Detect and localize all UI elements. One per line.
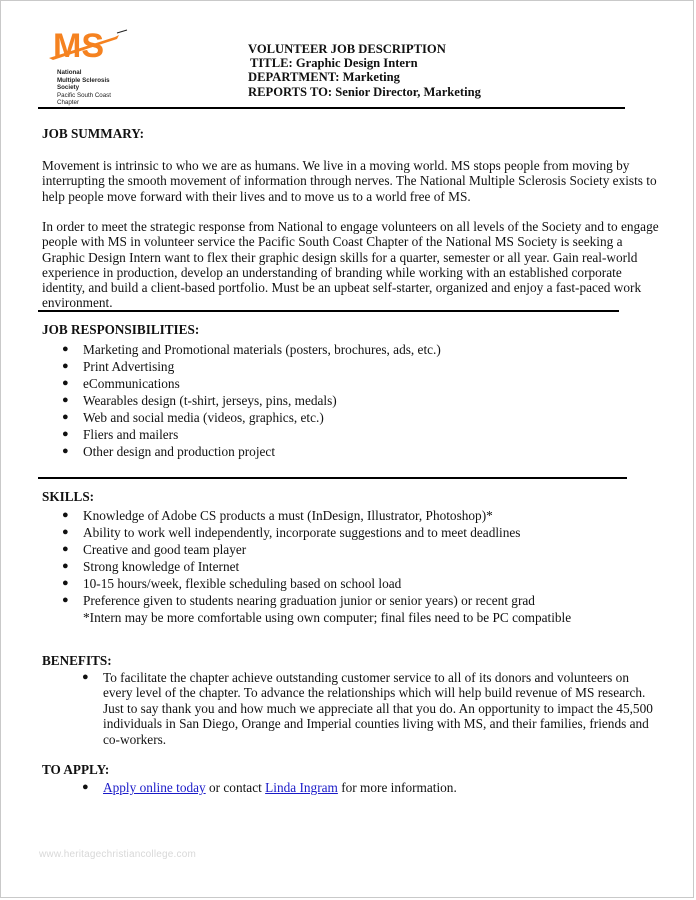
bullet: ●: [62, 377, 69, 389]
skills-heading: SKILLS:: [42, 489, 95, 504]
list-item: ● Web and social media (videos, graphics, etc.): [62, 410, 324, 425]
bullet: ●: [62, 394, 69, 406]
paragraph-line: Just to say thank you and how much we appreciate all that you do. An opportunity to impact the 45,500: [103, 700, 653, 716]
logo-line: Society: [57, 84, 80, 92]
ms-society-logo: [47, 27, 137, 109]
doc-type: VOLUNTEER JOB DESCRIPTION: [248, 42, 446, 56]
paragraph-line: environment.: [42, 295, 113, 311]
apply-text: [103, 780, 457, 796]
list-item: ● Preference given to students nearing graduation junior or senior years) or recent grad: [62, 593, 535, 608]
bullet: ●: [62, 509, 69, 521]
logo-line: Pacific South Coast: [57, 91, 111, 99]
skills-footnote: *Intern may be more comfortable using own computer; final files need to be PC compatible: [83, 610, 572, 625]
list-item: ● 10-15 hours/week, flexible scheduling based on school load: [62, 576, 402, 591]
apply-connector: or contact: [205, 780, 266, 795]
apply-tail: for more information.: [337, 780, 457, 795]
summary-divider: [38, 310, 619, 312]
responsibilities-list: [62, 341, 441, 460]
paragraph-line: people with MS in volunteer service the Pacific South Coast Chapter of the National MS Society is seeking a: [42, 234, 623, 250]
summary-paragraph-1: [42, 158, 662, 204]
bullet: ●: [62, 543, 69, 555]
list-item: ● Strong knowledge of Internet: [62, 559, 240, 574]
svg-text:MS: MS: [53, 27, 104, 65]
logo-line: National: [57, 69, 82, 76]
watermark: www.heritagechristiancollege.com: [39, 849, 197, 860]
paragraph-line: In order to meet the strategic response from National to engage volunteers on all levels of the Society and to engage: [42, 219, 659, 234]
bullet: ●: [62, 343, 69, 355]
paragraph-line: Movement is intrinsic to who we are as humans. We live in a moving world. MS stops people from moving by: [42, 158, 630, 173]
job-responsibilities-heading: JOB RESPONSIBILITIES:: [42, 322, 200, 337]
bullet: ●: [62, 428, 69, 440]
paragraph-line: Graphic Design Intern want to flex their graphic design skills for a quarter, semester or all year. Gain real-world: [42, 249, 638, 265]
list-item: ● Other design and production project: [62, 444, 276, 459]
header-divider: [38, 107, 625, 109]
bullet: ●: [62, 360, 69, 372]
apply-online-link[interactable]: Apply online today: [103, 780, 206, 795]
list-item: ● Knowledge of Adobe CS products a must (InDesign, Illustrator, Photoshop)*: [62, 508, 493, 523]
skills-list: [62, 507, 571, 626]
bullet: ●: [62, 577, 69, 589]
bullet: ●: [82, 671, 89, 683]
bullet: ●: [62, 594, 69, 606]
paragraph-line: co-workers.: [103, 731, 167, 747]
to-apply-heading: TO APPLY:: [42, 762, 110, 777]
document-header: [248, 42, 481, 99]
benefits-text: [103, 670, 653, 747]
list-item: ● Marketing and Promotional materials (posters, brochures, ads, etc.): [62, 342, 441, 357]
list-item: ● Print Advertising: [62, 359, 175, 374]
bullet: ●: [62, 560, 69, 572]
logo-wordmark: [57, 69, 111, 107]
paragraph-line: identity, and build a client-based portfolio. Must be an upbeat self-starter, organized and enjoy a fast-paced work: [42, 280, 642, 296]
paragraph-line: every level of the chapter. To advance the relationships which will help build revenue of MS research.: [103, 685, 646, 701]
bullet: ●: [62, 526, 69, 538]
list-item: ● Ability to work well independently, incorporate suggestions and to meet deadlines: [62, 525, 521, 540]
list-item: ● Fliers and mailers: [62, 427, 179, 442]
bullet: ●: [62, 445, 69, 457]
logo-line: Multiple Sclerosis: [57, 76, 110, 84]
ms-logo-mark-icon: [47, 27, 137, 69]
reports-to: REPORTS TO: Senior Director, Marketing: [248, 84, 481, 99]
paragraph-line: interrupting the smooth movement of information through nerves. The National Multiple Sclerosis Society exists to: [42, 173, 657, 189]
responsibilities-divider: [38, 477, 627, 479]
logo-line: Chapter: [57, 99, 80, 107]
benefits-heading: BENEFITS:: [42, 653, 112, 668]
contact-linda-ingram-link[interactable]: Linda Ingram: [265, 780, 338, 795]
job-summary-heading: JOB SUMMARY:: [42, 126, 144, 141]
paragraph-line: experience in production, develop an understanding of branding while working with an established corporate: [42, 264, 622, 280]
paragraph-line: help people move forward with their lives and to move us to a world free of MS.: [42, 188, 471, 204]
bullet: ●: [82, 781, 89, 793]
list-item: ● Creative and good team player: [62, 542, 247, 557]
bullet: ●: [62, 411, 69, 423]
list-item: ● eCommunications: [62, 376, 180, 391]
summary-paragraph-2: [42, 219, 662, 311]
department: DEPARTMENT: Marketing: [248, 70, 400, 85]
paragraph-line: To facilitate the chapter achieve outstanding customer service to all of its donors and volunteers on: [103, 670, 629, 685]
paragraph-line: individuals in San Diego, Orange and Imperial counties living with MS, and their families, friends and: [103, 716, 649, 732]
job-title: TITLE: Graphic Design Intern: [250, 56, 418, 71]
list-item: ● Wearables design (t-shirt, jerseys, pins, medals): [62, 393, 337, 408]
